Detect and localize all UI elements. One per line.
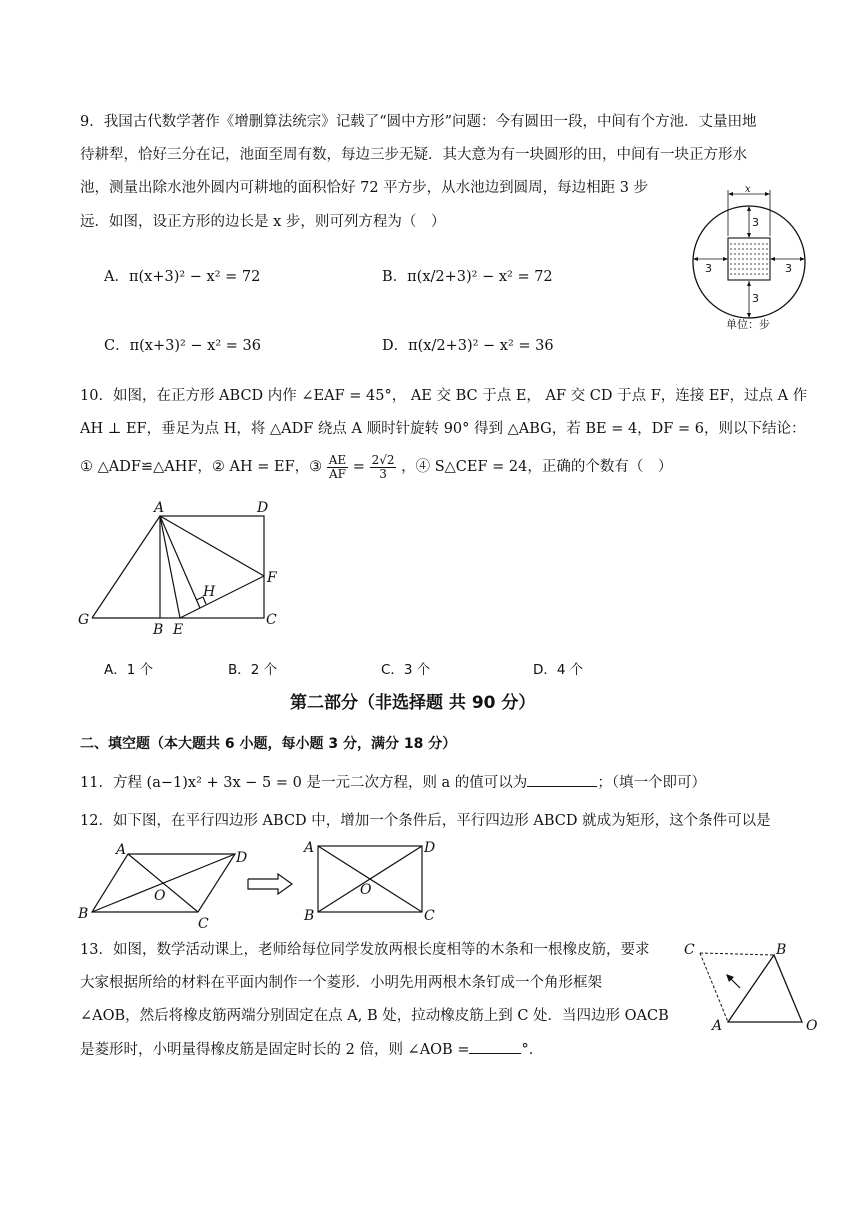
q11-answer-blank[interactable] [527,772,597,787]
q13-text-post: °． [521,1042,544,1058]
q12-line1: 12．如下图，在平行四边形 ABCD 中，增加一个条件后，平行四边形 ABCD 就成为矩形，这个条件可以是 [80,813,771,829]
q9-fig-unit: 单位：步 [726,318,770,331]
q9-circle-figure [688,182,818,332]
q12-right-label-b: B [304,908,315,924]
q10-label-c: C [266,612,277,628]
q10-option-d[interactable]: D．4 个 [533,662,584,678]
q10-fraction-value: $\frac{2√2}{3}$ [371,452,395,481]
q9-option-b[interactable]: B．π(x/2+3)² − x² = 72 [382,269,553,285]
q11-text-pre: 11．方程 (a−1)x² + 3x − 5 = 0 是一元二次方程，则 a 的值可以为 [80,775,528,791]
q9-option-a[interactable]: A．π(x+3)² − x² = 72 [104,269,261,285]
q13-label-b: B [776,942,787,958]
q9-fig-three-left: 3 [705,262,712,275]
q13-label-c: C [684,942,695,958]
q12-right-label-c: C [424,908,435,924]
q12-right-label-a: A [304,840,315,856]
q13-line4 [80,1039,543,1060]
q9-option-d[interactable]: D．π(x/2+3)² − x² = 36 [382,338,554,354]
q10-label-a: A [154,500,165,516]
q12-left-label-b: B [78,906,89,922]
q12-left-label-o: O [154,888,166,904]
q10-label-f: F [267,570,277,586]
q10-label-e: E [173,622,184,638]
q9-fig-three-bottom: 3 [752,292,759,305]
q12-left-label-a: A [116,842,127,858]
q12-figure [72,840,442,935]
q11-text-post: ；（填一个即可） [597,775,707,791]
q13-line2: 大家根据所给的材料在平面内制作一个菱形．小明先用两根木条钉成一个角形框架 [80,975,602,991]
q9-line1: 9．我国古代数学著作《增删算法统宗》记载了“圆中方形”问题：今有圆田一段，中间有个方池．丈量田地 [80,114,757,130]
q9-line4: 远．如图，设正方形的边长是 x 步，则可列方程为（ ） [80,214,446,230]
q10-label-b: B [153,622,164,638]
q10-line2: AH ⊥ EF，垂足为点 H，将 △ADF 绕点 A 顺时针旋转 90° 得到 △ABG，若 BE = 4，DF = 6，则以下结论： [80,421,806,437]
q10-label-g: G [78,612,90,628]
q10-option-b[interactable]: B．2 个 [228,662,278,678]
part2-title: 第二部分（非选择题 共 90 分） [290,693,536,713]
q13-label-a: A [712,1018,723,1034]
q11-line [80,772,706,793]
q13-line1: 13．如图，数学活动课上，老师给每位同学发放两根长度相等的木条和一根橡皮筋，要求 [80,942,650,958]
q9-fig-three-right: 3 [785,262,792,275]
q10-conclusions-part2: ，④ S△CEF = 24，正确的个数有（ ） [401,459,673,475]
q10-option-a[interactable]: A．1 个 [104,662,154,678]
q10-fraction-ae-af: $\frac{AE}{AF}$ [328,452,347,481]
q9-fig-three-top: 3 [752,216,759,229]
q12-left-label-c: C [198,916,209,932]
q10-line1: 10．如图，在正方形 ABCD 内作 ∠EAF = 45°， AE 交 BC 于点 E， AF 交 CD 于点 F，连接 EF，过点 A 作 [80,388,808,404]
q10-label-h: H [203,584,216,600]
q10-conclusions [80,452,672,482]
q10-square-figure [72,498,292,638]
q13-line3: ∠AOB，然后将橡皮筋两端分别固定在点 A, B 处，拉动橡皮筋上到 C 处．当四边形 OACB [80,1008,669,1024]
q10-fraction-eq: = [352,459,365,475]
section2-title: 二、填空题（本大题共 6 小题，每小题 3 分，满分 18 分） [80,736,457,752]
q9-line2: 待耕犁，恰好三分在记，池面至周有数，每边三步无疑．其大意为有一块圆形的田，中间有一块正方形水 [80,147,747,163]
q10-conclusions-part1: ① △ADF≌△AHF，② AH = EF，③ [80,459,323,475]
q12-right-label-d: D [424,840,436,856]
q10-option-c[interactable]: C．3 个 [381,662,431,678]
q9-fig-x-label: x [745,184,751,195]
q13-answer-blank[interactable] [469,1039,521,1054]
q13-label-o: O [806,1018,818,1034]
q12-arrow-icon [248,874,292,894]
q13-text-pre: 是菱形时，小明量得橡皮筋是固定时长的 2 倍，则 ∠AOB = [80,1042,470,1058]
q9-line3: 池，测量出除水池外圆内可耕地的面积恰好 72 平方步，从水池边到圆周，每边相距 3 步 [80,180,649,196]
q9-option-c[interactable]: C．π(x+3)² − x² = 36 [104,338,261,354]
q10-label-d: D [257,500,269,516]
q13-rhombus-figure [682,938,832,1038]
q12-right-label-o: O [360,882,372,898]
q12-left-label-d: D [236,850,248,866]
